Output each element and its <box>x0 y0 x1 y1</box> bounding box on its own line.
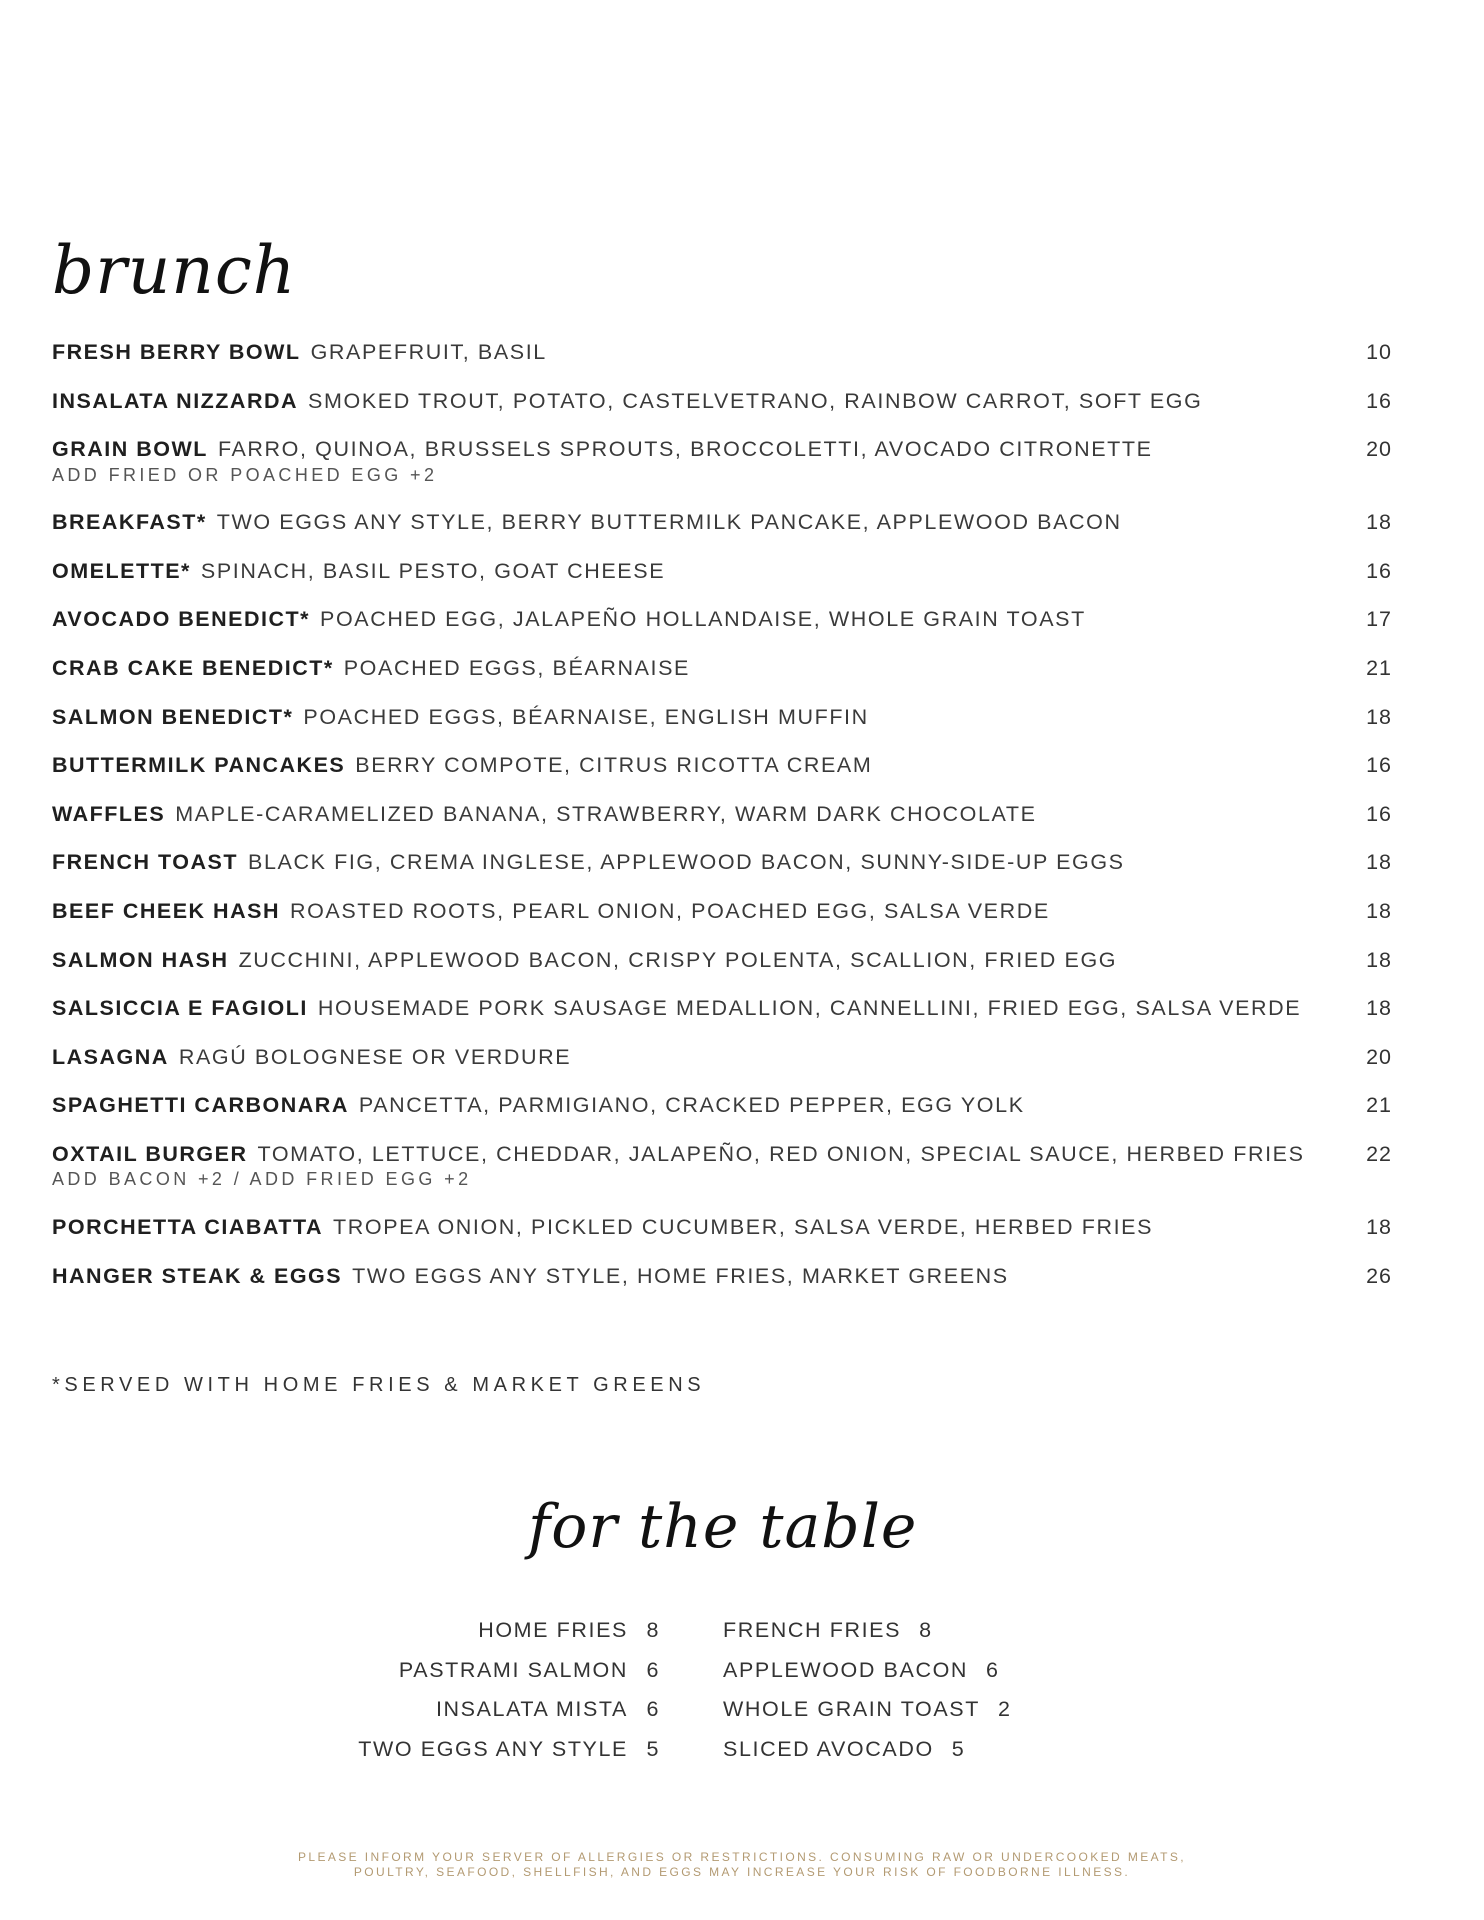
menu-item-description: MAPLE-CARAMELIZED BANANA, STRAWBERRY, WARM DARK CHOCOLATE <box>175 801 1037 826</box>
side-item-name: WHOLE GRAIN TOAST <box>723 1697 980 1721</box>
menu-item-name: WAFFLES <box>52 801 166 826</box>
side-item-name: FRENCH FRIES <box>723 1618 902 1642</box>
menu-item-description: POACHED EGG, JALAPEÑO HOLLANDAISE, WHOLE GRAIN TOAST <box>320 607 1086 632</box>
menu-item-description: PANCETTA, PARMIGIANO, CRACKED PEPPER, EGG YOLK <box>358 1093 1025 1118</box>
menu-item-price: 16 <box>1366 558 1392 583</box>
menu-item-name: OXTAIL BURGER <box>52 1141 248 1166</box>
side-item-price: 6 <box>986 1657 1000 1682</box>
sides-left-column <box>358 1618 660 1776</box>
menu-item-name: BUTTERMILK PANCAKES <box>52 753 346 778</box>
side-item-name: INSALATA MISTA <box>435 1697 628 1721</box>
menu-item-price: 20 <box>1366 1044 1392 1069</box>
menu-item <box>52 801 1392 853</box>
for-the-table-heading: for the table <box>528 1492 918 1562</box>
menu-item <box>52 1263 1392 1315</box>
brunch-heading: brunch <box>52 232 297 309</box>
menu-item-description: SMOKED TROUT, POTATO, CASTELVETRANO, RAINBOW CARROT, SOFT EGG <box>308 388 1203 413</box>
menu-item <box>52 609 1392 658</box>
menu-item-name: SPAGHETTI CARBONARA <box>52 1093 349 1118</box>
menu-item-description: TOMATO, LETTUCE, CHEDDAR, JALAPEÑO, RED ONION, SPECIAL SAUCE, HERBED FRIES <box>257 1141 1305 1166</box>
menu-item-price: 20 <box>1366 437 1392 462</box>
menu-item-name: SALMON BENEDICT* <box>52 704 294 729</box>
menu-item-name: FRENCH TOAST <box>52 850 239 875</box>
menu-item-name: SALMON HASH <box>52 947 229 972</box>
menu-item-price: 18 <box>1366 1214 1392 1239</box>
menu-item <box>52 852 1392 901</box>
side-item-name: HOME FRIES <box>478 1618 628 1642</box>
menu-item-description: TWO EGGS ANY STYLE, HOME FRIES, MARKET GREENS <box>352 1263 1009 1288</box>
menu-item <box>52 1141 1392 1217</box>
menu-item-name: SALSICCIA E FAGIOLI <box>52 996 308 1021</box>
menu-item <box>52 512 1392 561</box>
menu-item-price: 16 <box>1366 388 1392 413</box>
menu-item-price: 18 <box>1366 947 1392 972</box>
menu-item-price: 26 <box>1366 1263 1392 1288</box>
menu-item-addon-note: ADD FRIED OR POACHED EGG +2 <box>52 464 438 485</box>
menu-item <box>52 439 1392 512</box>
menu-item-name: INSALATA NIZZARDA <box>52 388 299 413</box>
menu-item-description: TWO EGGS ANY STYLE, BERRY BUTTERMILK PANCAKE, APPLEWOOD BACON <box>216 510 1122 535</box>
side-item <box>723 1737 1016 1777</box>
menu-item-description: ROASTED ROOTS, PEARL ONION, POACHED EGG, SALSA VERDE <box>289 898 1050 923</box>
menu-item-price: 21 <box>1366 1093 1392 1118</box>
menu-item <box>52 342 1392 391</box>
for-the-table-sides <box>300 1618 1100 1778</box>
menu-item-price: 21 <box>1366 655 1392 680</box>
menu-item-description: POACHED EGGS, BÉARNAISE, ENGLISH MUFFIN <box>303 704 869 729</box>
menu-item <box>52 1095 1392 1144</box>
menu-item-name: HANGER STEAK & EGGS <box>52 1263 343 1288</box>
menu-item-name: BREAKFAST* <box>52 510 207 535</box>
menu-item-description: HOUSEMADE PORK SAUSAGE MEDALLION, CANNELLINI, FRIED EGG, SALSA VERDE <box>317 996 1302 1021</box>
menu-item-name: PORCHETTA CIABATTA <box>52 1214 324 1239</box>
menu-item-name: BEEF CHEEK HASH <box>52 898 280 923</box>
menu-item-name: FRESH BERRY BOWL <box>52 340 301 364</box>
side-item <box>358 1697 660 1737</box>
menu-item <box>52 704 1392 756</box>
side-item-price: 2 <box>997 1697 1012 1721</box>
disclaimer-line-2: POULTRY, SEAFOOD, SHELLFISH, AND EGGS MAY INCREASE YOUR RISK OF FOODBORNE ILLNESS. <box>353 1865 1131 1879</box>
menu-item-description: BERRY COMPOTE, CITRUS RICOTTA CREAM <box>355 753 873 778</box>
menu-item-price: 10 <box>1366 340 1392 364</box>
menu-item <box>52 1214 1392 1266</box>
side-item-name: PASTRAMI SALMON <box>398 1657 628 1682</box>
side-item-price: 6 <box>646 1657 660 1682</box>
menu-item <box>52 755 1392 804</box>
menu-item-price: 18 <box>1366 850 1392 875</box>
menu-item-price: 18 <box>1366 898 1392 923</box>
side-item-price: 5 <box>951 1736 966 1761</box>
menu-item-description: FARRO, QUINOA, BRUSSELS SPROUTS, BROCCOLETTI, AVOCADO CITRONETTE <box>217 437 1153 462</box>
side-item-price: 5 <box>646 1736 660 1761</box>
side-item <box>358 1618 660 1658</box>
menu-item-name: CRAB CAKE BENEDICT* <box>52 655 334 680</box>
menu-item-description: TROPEA ONION, PICKLED CUCUMBER, SALSA VERDE, HERBED FRIES <box>333 1214 1154 1239</box>
sides-right-column <box>723 1618 1016 1776</box>
menu-item <box>52 388 1392 440</box>
menu-item <box>52 558 1392 610</box>
menu-item <box>52 898 1392 950</box>
brunch-menu-list <box>52 342 1392 1314</box>
menu-item <box>52 998 1392 1047</box>
menu-item <box>52 655 1392 707</box>
side-item <box>358 1658 660 1698</box>
menu-item-description: ZUCCHINI, APPLEWOOD BACON, CRISPY POLENTA, SCALLION, FRIED EGG <box>238 947 1118 972</box>
side-item <box>358 1737 660 1777</box>
side-item <box>723 1697 1016 1737</box>
menu-item-price: 17 <box>1366 607 1392 632</box>
menu-item-description: RAGÚ BOLOGNESE OR VERDURE <box>178 1044 572 1069</box>
menu-item-description: GRAPEFRUIT, BASIL <box>310 340 547 364</box>
menu-item-name: OMELETTE* <box>52 558 191 583</box>
menu-item-price: 16 <box>1366 753 1392 778</box>
menu-item-addon-note: ADD BACON +2 / ADD FRIED EGG +2 <box>52 1169 472 1190</box>
allergy-disclaimer <box>0 1850 1484 1880</box>
menu-item-name: AVOCADO BENEDICT* <box>52 607 311 632</box>
side-item-name: SLICED AVOCADO <box>723 1736 934 1761</box>
menu-item <box>52 947 1392 999</box>
menu-item <box>52 1044 1392 1096</box>
side-item <box>723 1658 1016 1698</box>
side-item-price: 8 <box>646 1618 660 1642</box>
menu-item-description: BLACK FIG, CREMA INGLESE, APPLEWOOD BACON, SUNNY-SIDE-UP EGGS <box>248 850 1125 875</box>
served-with-footnote: *SERVED WITH HOME FRIES & MARKET GREENS <box>52 1374 706 1396</box>
menu-item-price: 18 <box>1366 996 1392 1021</box>
side-item-name: TWO EGGS ANY STYLE <box>358 1736 628 1761</box>
menu-item-description: SPINACH, BASIL PESTO, GOAT CHEESE <box>200 558 666 583</box>
menu-item-name: GRAIN BOWL <box>52 437 208 462</box>
menu-item-price: 16 <box>1366 801 1392 826</box>
menu-item-price: 18 <box>1366 704 1392 729</box>
side-item-price: 8 <box>919 1618 933 1642</box>
menu-item-price: 18 <box>1366 510 1392 535</box>
side-item <box>723 1618 1016 1658</box>
side-item-name: APPLEWOOD BACON <box>723 1657 969 1682</box>
disclaimer-line-1: PLEASE INFORM YOUR SERVER OF ALLERGIES OR RESTRICTIONS. CONSUMING RAW OR UNDERCOOKED MEATS, <box>297 1850 1187 1864</box>
side-item-price: 6 <box>646 1697 660 1721</box>
menu-item-name: LASAGNA <box>52 1044 169 1069</box>
menu-item-price: 22 <box>1366 1141 1392 1166</box>
menu-item-description: POACHED EGGS, BÉARNAISE <box>343 655 690 680</box>
